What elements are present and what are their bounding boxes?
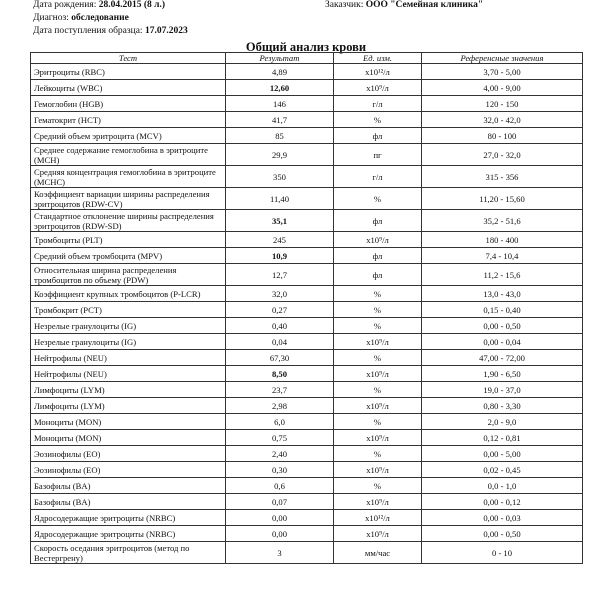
result-cell: 23,7 [226, 382, 334, 398]
reference-cell: 32,0 - 42,0 [422, 112, 583, 128]
reference-cell: 315 - 356 [422, 166, 583, 188]
table-row [31, 366, 583, 382]
result-cell: 0,07 [226, 494, 334, 510]
test-name-cell: Базофилы (BA) [31, 478, 226, 494]
result-cell: 2,98 [226, 398, 334, 414]
diagnosis-line [33, 12, 129, 24]
test-name-cell: Стандартное отклонение ширины распределения эритроцитов (RDW-SD) [31, 210, 226, 232]
test-name-cell: Незрелые гранулоциты (IG) [31, 318, 226, 334]
unit-cell: фл [334, 248, 422, 264]
test-name-cell: Моноциты (MON) [31, 430, 226, 446]
table-row [31, 210, 583, 232]
unit-cell: % [334, 350, 422, 366]
reference-cell: 0 - 10 [422, 542, 583, 564]
result-cell: 11,40 [226, 188, 334, 210]
reference-cell: 11,20 - 15,60 [422, 188, 583, 210]
test-name-cell: Лимфоциты (LYM) [31, 398, 226, 414]
unit-cell: x10⁹/л [334, 80, 422, 96]
test-name-cell: Лимфоциты (LYM) [31, 382, 226, 398]
table-row [31, 318, 583, 334]
unit-cell: % [334, 478, 422, 494]
reference-cell: 0,00 - 0,50 [422, 526, 583, 542]
test-name-cell: Коэффициент вариации ширины распределения эритроцитов (RDW-CV) [31, 188, 226, 210]
reference-cell: 0,12 - 0,81 [422, 430, 583, 446]
table-row [31, 248, 583, 264]
unit-cell: % [334, 446, 422, 462]
test-name-cell: Незрелые гранулоциты (IG) [31, 334, 226, 350]
test-name-cell: Нейтрофилы (NEU) [31, 350, 226, 366]
result-cell: 8,50 [226, 366, 334, 382]
dob-value: 28.04.2015 (8 л.) [98, 0, 166, 10]
table-row [31, 286, 583, 302]
unit-cell: x10⁹/л [334, 366, 422, 382]
col-header-reference: Референсные значения [422, 53, 583, 64]
result-cell: 2,40 [226, 446, 334, 462]
col-header-test: Тест [31, 53, 226, 64]
table-row [31, 302, 583, 318]
test-name-cell: Гематокрит (HCT) [31, 112, 226, 128]
unit-cell: % [334, 414, 422, 430]
table-row [31, 166, 583, 188]
result-cell: 0,40 [226, 318, 334, 334]
result-cell: 0,04 [226, 334, 334, 350]
unit-cell: % [334, 318, 422, 334]
unit-cell: % [334, 286, 422, 302]
table-row [31, 128, 583, 144]
result-cell: 32,0 [226, 286, 334, 302]
diagnosis-label: Диагноз: [33, 13, 69, 23]
test-name-cell: Средняя концентрация гемоглобина в эритроците (MCHC) [31, 166, 226, 188]
test-name-cell: Тромбокрит (PCT) [31, 302, 226, 318]
reference-cell: 1,90 - 6,50 [422, 366, 583, 382]
report-title: Общий анализ крови [245, 40, 367, 54]
table-row [31, 64, 583, 80]
col-header-unit: Ед. изм. [334, 53, 422, 64]
test-name-cell: Гемоглобин (HGB) [31, 96, 226, 112]
reference-cell: 27,0 - 32,0 [422, 144, 583, 166]
unit-cell: % [334, 188, 422, 210]
test-name-cell: Среднее содержание гемоглобина в эритроците (MCH) [31, 144, 226, 166]
reference-cell: 19,0 - 37,0 [422, 382, 583, 398]
table-row [31, 478, 583, 494]
received-value: 17.07.2023 [144, 26, 188, 36]
reference-cell: 80 - 100 [422, 128, 583, 144]
test-name-cell: Относительная ширина распределения тромбоцитов по объему (PDW) [31, 264, 226, 286]
result-cell: 41,7 [226, 112, 334, 128]
result-cell: 0,30 [226, 462, 334, 478]
reference-cell: 0,15 - 0,40 [422, 302, 583, 318]
table-row [31, 430, 583, 446]
result-cell: 10,9 [226, 248, 334, 264]
result-cell: 12,60 [226, 80, 334, 96]
reference-cell: 0,00 - 0,50 [422, 318, 583, 334]
reference-cell: 0,02 - 0,45 [422, 462, 583, 478]
reference-cell: 47,00 - 72,00 [422, 350, 583, 366]
table-row [31, 96, 583, 112]
test-name-cell: Средний объем эритроцита (MCV) [31, 128, 226, 144]
result-cell: 6,0 [226, 414, 334, 430]
result-cell: 146 [226, 96, 334, 112]
table-row [31, 510, 583, 526]
unit-cell: % [334, 382, 422, 398]
result-cell: 0,00 [226, 510, 334, 526]
received-line [33, 25, 188, 37]
table-row [31, 112, 583, 128]
test-name-cell: Моноциты (MON) [31, 414, 226, 430]
table-row [31, 446, 583, 462]
reference-cell: 120 - 150 [422, 96, 583, 112]
unit-cell: пг [334, 144, 422, 166]
result-cell: 245 [226, 232, 334, 248]
reference-cell: 0,00 - 0,04 [422, 334, 583, 350]
unit-cell: x10¹²/л [334, 510, 422, 526]
test-name-cell: Тромбоциты (PLT) [31, 232, 226, 248]
reference-cell: 11,2 - 15,6 [422, 264, 583, 286]
unit-cell: % [334, 302, 422, 318]
unit-cell: г/л [334, 96, 422, 112]
dob-label: Дата рождения: [33, 0, 97, 10]
table-row [31, 144, 583, 166]
customer-line [325, 0, 483, 11]
test-name-cell: Нейтрофилы (NEU) [31, 366, 226, 382]
table-row [31, 80, 583, 96]
test-name-cell: Эозинофилы (EO) [31, 462, 226, 478]
result-cell: 0,6 [226, 478, 334, 494]
table-row [31, 188, 583, 210]
result-cell: 35,1 [226, 210, 334, 232]
col-header-result: Результат [226, 53, 334, 64]
table-row [31, 526, 583, 542]
result-cell: 67,30 [226, 350, 334, 366]
table-row [31, 334, 583, 350]
unit-cell: x10⁹/л [334, 334, 422, 350]
result-cell: 29,9 [226, 144, 334, 166]
results-table [30, 52, 583, 564]
result-cell: 0,27 [226, 302, 334, 318]
unit-cell: x10¹²/л [334, 64, 422, 80]
unit-cell: x10⁹/л [334, 398, 422, 414]
result-cell: 4,89 [226, 64, 334, 80]
reference-cell: 0,00 - 5,00 [422, 446, 583, 462]
unit-cell: мм/час [334, 542, 422, 564]
test-name-cell: Лейкоциты (WBC) [31, 80, 226, 96]
result-cell: 350 [226, 166, 334, 188]
result-cell: 85 [226, 128, 334, 144]
unit-cell: фл [334, 264, 422, 286]
reference-cell: 3,70 - 5,00 [422, 64, 583, 80]
test-name-cell: Скорость оседания эритроцитов (метод по Вестергрену) [31, 542, 226, 564]
table-row [31, 232, 583, 248]
customer-value: ООО "Семейная клиника" [365, 0, 484, 10]
customer-label: Заказчик: [325, 0, 364, 10]
unit-cell: x10⁹/л [334, 232, 422, 248]
reference-cell: 35,2 - 51,6 [422, 210, 583, 232]
test-name-cell: Эозинофилы (EO) [31, 446, 226, 462]
dob-line [33, 0, 165, 11]
test-name-cell: Коэффициент крупных тромбоцитов (P-LCR) [31, 286, 226, 302]
unit-cell: x10⁹/л [334, 494, 422, 510]
reference-cell: 0,80 - 3,30 [422, 398, 583, 414]
test-name-cell: Ядросодержащие эритроциты (NRBC) [31, 526, 226, 542]
unit-cell: г/л [334, 166, 422, 188]
reference-cell: 13,0 - 43,0 [422, 286, 583, 302]
reference-cell: 0,00 - 0,03 [422, 510, 583, 526]
reference-cell: 7,4 - 10,4 [422, 248, 583, 264]
reference-cell: 180 - 400 [422, 232, 583, 248]
table-row [31, 462, 583, 478]
table-header-row [31, 53, 583, 64]
table-row [31, 350, 583, 366]
reference-cell: 0,00 - 0,12 [422, 494, 583, 510]
table-row [31, 398, 583, 414]
result-cell: 0,75 [226, 430, 334, 446]
unit-cell: x10⁹/л [334, 462, 422, 478]
test-name-cell: Средний объем тромбоцита (MPV) [31, 248, 226, 264]
test-name-cell: Базофилы (BA) [31, 494, 226, 510]
table-row [31, 414, 583, 430]
table-row [31, 494, 583, 510]
reference-cell: 0,0 - 1,0 [422, 478, 583, 494]
received-label: Дата поступления образца: [33, 26, 143, 36]
table-row [31, 382, 583, 398]
unit-cell: x10⁹/л [334, 430, 422, 446]
unit-cell: % [334, 112, 422, 128]
test-name-cell: Ядросодержащие эритроциты (NRBC) [31, 510, 226, 526]
unit-cell: x10⁹/л [334, 526, 422, 542]
diagnosis-value: обследование [71, 13, 129, 23]
unit-cell: фл [334, 128, 422, 144]
table-row [31, 542, 583, 564]
reference-cell: 4,00 - 9,00 [422, 80, 583, 96]
result-cell: 0,00 [226, 526, 334, 542]
unit-cell: фл [334, 210, 422, 232]
test-name-cell: Эритроциты (RBC) [31, 64, 226, 80]
result-cell: 3 [226, 542, 334, 564]
result-cell: 12,7 [226, 264, 334, 286]
reference-cell: 2,0 - 9,0 [422, 414, 583, 430]
table-row [31, 264, 583, 286]
